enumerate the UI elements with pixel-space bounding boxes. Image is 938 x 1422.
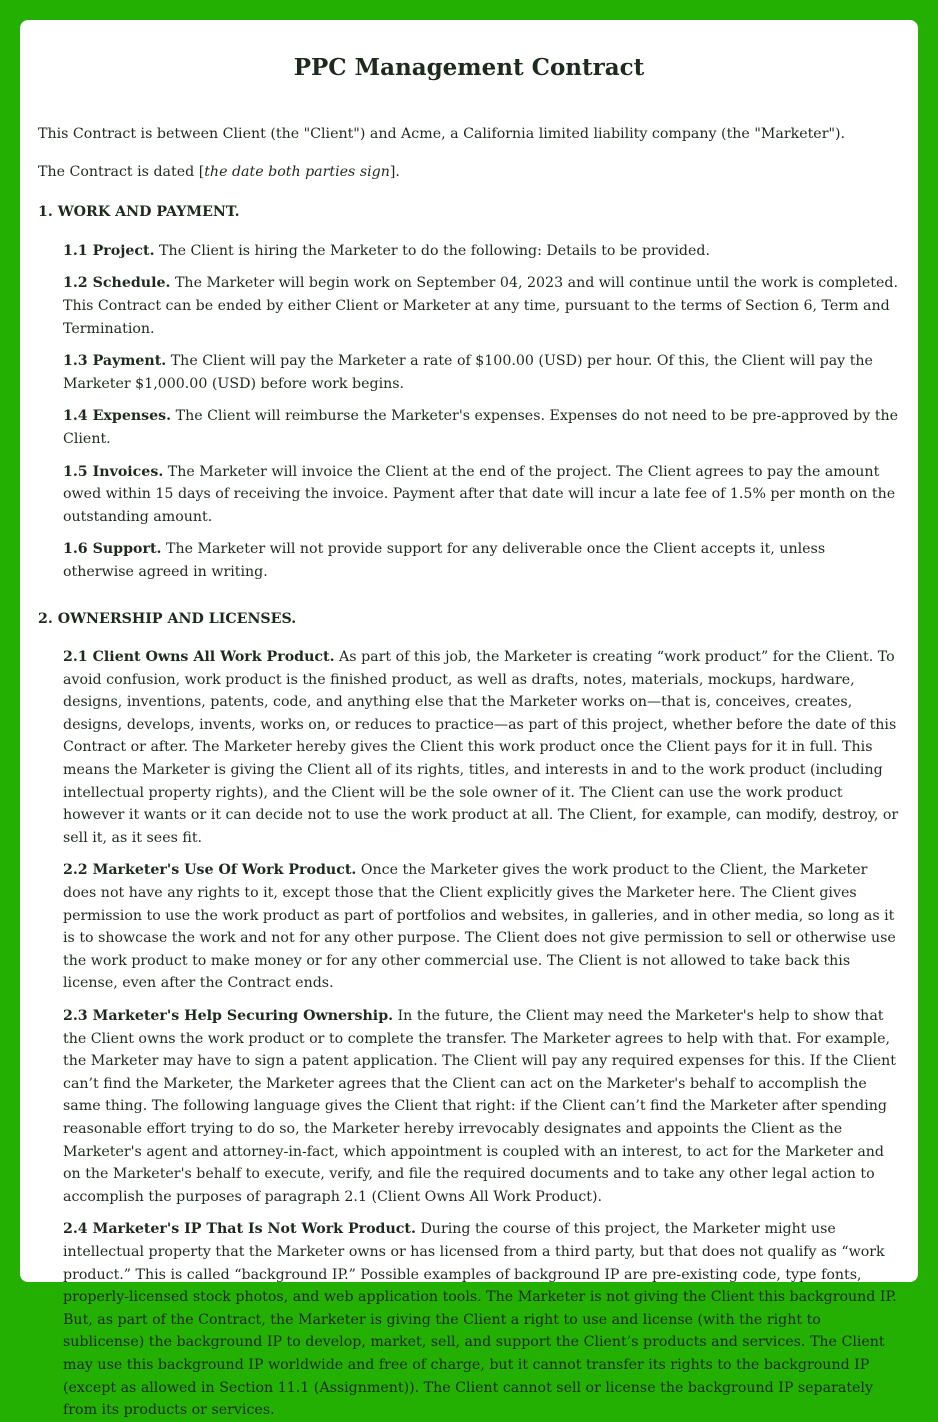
intro-dated [38, 161, 900, 184]
dated-suffix: ]. [389, 163, 400, 180]
clause-heading: 2.3 Marketer's Help Securing Ownership. [63, 1008, 394, 1024]
clause-heading: 1.4 Expenses. [63, 408, 172, 425]
clause-body: Once the Marketer gives the work product to the Client, the Marketer does not have any rights to it, except those that the Client explicitly gives the Marketer here. The Client gives permission to use the work product as part of portfolios and websites, in galleries, and in other media, so long as it is to showcase the work and not for any other purpose. The Client does not give permission to sell or otherwise use the work product to make money or for any other commercial use. The Client is not allowed to take back this license, even after the Contract ends. [63, 862, 896, 992]
dated-prefix: The Contract is dated [ [38, 163, 205, 180]
clause-body: In the future, the Client may need the Marketer's help to show that the Client owns the work product or to complete the transfer. The Marketer agrees to help with that. For example, the Marketer may have to sign a patent application. The Client will pay any required expenses for this. If the Client can’t find the Marketer, the Marketer agrees that the Client can act on the Marketer's behalf to accomplish the same thing. The following language gives the Client that right: if the Client can’t find the Marketer after spending reasonable effort trying to do so, the Marketer hereby irrevocably designates and appoints the Client as the Marketer's agent and attorney-in-fact, which appointment is coupled with an interest, to act for the Marketer and on the Marketer's behalf to execute, verify, and file the required documents and to take any other legal action to accomplish the purposes of paragraph 2.1 (Client Owns All Work Product). [63, 1008, 896, 1205]
page-title: PPC Management Contract [293, 54, 645, 81]
clause-1-2 [38, 272, 900, 340]
clause-2-2 [38, 859, 900, 995]
clause-heading: 2.1 Client Owns All Work Product. [63, 649, 335, 666]
clause-1-3 [38, 350, 900, 395]
clause-body: The Marketer will invoice the Client at the end of the project. The Client agrees to pay the amount owed within 15 days of receiving the invoice. Payment after that date will incur a late fee of 1.5% per month on the outstanding amount. [63, 463, 896, 525]
clause-heading: 1.2 Schedule. [63, 275, 171, 292]
clause-heading: 1.6 Support. [63, 541, 162, 558]
clause-body: The Client is hiring the Marketer to do the following: Details to be provided. [159, 242, 710, 259]
clause-body: As part of this job, the Marketer is creating “work product” for the Client. To avoid confusion, work product is the finished product, as well as drafts, notes, materials, mockups, hardware, designs, inventions, patents, code, and anything else that the Marketer works on—that is, conceives, creates, designs, develops, invents, works on, or reduces to practice—as part of this project, whether before the date of this Contract or after. The Marketer hereby gives the Client this work product once the Client pays for it in full. This means the Marketer is giving the Client all of its rights, titles, and interests in and to the work product (including intellectual property rights), and the Client will be the sole owner of it. The Client can use the work product however it wants or it can decide not to use the work product at all. The Client, for example, can modify, destroy, or sell it, as it sees fit. [63, 649, 899, 846]
clause-2-3 [38, 1005, 900, 1208]
clause-heading: 2.2 Marketer's Use Of Work Product. [63, 862, 357, 879]
clause-heading: 1.5 Invoices. [63, 463, 164, 480]
clause-2-1 [38, 646, 900, 849]
clause-1-1 [38, 240, 900, 263]
clause-body: During the course of this project, the Marketer might use intellectual property that the Marketer owns or has licensed from a third party, but that does not qualify as “work product.” This is called “background IP.” Possible examples of background IP are pre-existing code, type fonts, properly-licensed stock photos, and web application tools. The Marketer is not giving the Client this background IP. But, as part of the Contract, the Marketer is giving the Client a right to use and license (with the right to sublicense) the background IP to develop, market, sell, and support the Client’s products and services. The Client may use this background IP worldwide and free of charge, but it cannot transfer its rights to the background IP (except as allowed in Section 11.1 (Assignment)). The Client cannot sell or license the background IP separately from its products or services. [63, 1221, 897, 1419]
clause-heading: 1.1 Project. [63, 242, 155, 259]
clause-1-5 [38, 461, 900, 529]
section-heading-work-payment: 1. WORK AND PAYMENT. [38, 204, 240, 221]
clause-2-4 [38, 1218, 900, 1421]
clause-1-4 [38, 405, 900, 450]
section-heading-ownership-licenses: 2. OWNERSHIP AND LICENSES. [38, 610, 297, 627]
clause-heading: 2.4 Marketer's IP That Is Not Work Product. [63, 1221, 416, 1238]
contract-page [20, 20, 918, 1419]
clause-1-6 [38, 538, 900, 583]
clause-body: The Client will pay the Marketer a rate of $100.00 (USD) per hour. Of this, the Client will pay the Marketer $1,000.00 (USD) before work begins. [63, 353, 873, 392]
dated-placeholder: the date both parties sign [204, 163, 390, 180]
clause-body: The Marketer will not provide support for any deliverable once the Client accepts it, unless otherwise agreed in writing. [63, 541, 826, 580]
clause-body: The Marketer will begin work on September 04, 2023 and will continue until the work is completed. This Contract can be ended by either Client or Marketer at any time, pursuant to the terms of Section 6, Term and Termination. [63, 275, 898, 337]
clause-heading: 1.3 Payment. [63, 353, 167, 370]
clause-body: The Client will reimburse the Marketer's expenses. Expenses do not need to be pre-approved by the Client. [63, 408, 899, 447]
intro-parties: This Contract is between Client (the "Client") and Acme, a California limited liability company (the "Marketer"). [38, 126, 846, 142]
